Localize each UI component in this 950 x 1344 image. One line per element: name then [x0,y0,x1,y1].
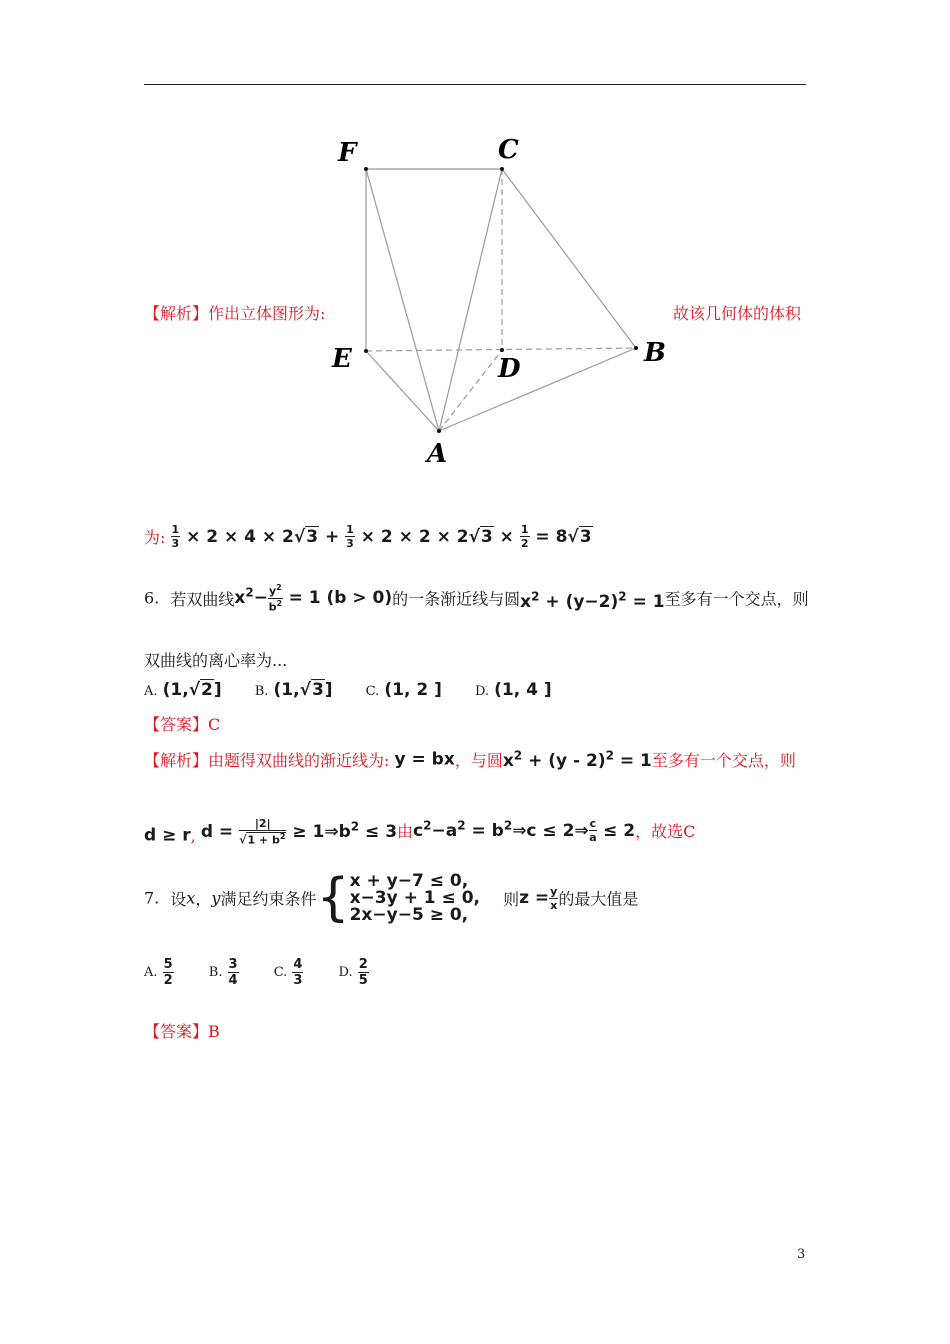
q7-answer: 【答案】B [144,1022,220,1041]
label-A: A [427,439,448,469]
option-a: A. $\frac{5}{2}$ [144,957,173,988]
header-rule [144,84,806,85]
point-C [500,167,504,171]
analysis-text: 作出立体图形为: [208,304,326,323]
distance-formula: d = $\frac{|2|}{√1 + b^2}$ ≥ $1\Rightarrow b^2 \le 3$ [200,817,398,847]
solid-geometry-figure [320,130,680,470]
q6-analysis-line2: d ≥ r, d = $\frac{|2|}{√1 + b^2}$ ≥ $1\Rightarrow b^2 \le 3$由$c^2-a^2$ = $b^2\Rightarrow c$ ≤ 2⇒ $\frac{c}{a}$ ≤ 2，故选C [144,817,696,847]
circle-equation: $x^2 + (y-2)^2 = 1$ [520,589,665,613]
hyperbola-equation: $x^2-$ $\frac{y^2}{b^2}$ = 1 (b > 0) [234,583,393,614]
asymptote: y = bx [394,749,455,770]
q5-right-text: 故该几何体的体积 [673,304,802,323]
point-A [437,429,441,433]
option-b: B. $\frac{3}{4}$ [208,957,238,988]
label-C: C [498,135,519,165]
option-a: A. (1,√2] [144,680,222,700]
point-B [634,346,638,350]
volume-expression: $\frac{1}{3}$ × 2 × 4 × 2√3 + $\frac{1}{3}$ × 2 × 2 × 2√3 × $\frac{1}{2}$ = 8√3 [171,523,592,550]
option-d: D. $\frac{2}{5}$ [338,957,368,988]
option-c: C. (1, 2 ] [365,680,442,700]
label-D: D [498,354,521,384]
option-d: D. (1, 4 ] [474,680,552,700]
circle-equation-2: $x^2 + (y - 2)^2 = 1$ [502,748,652,771]
option-b: B. (1,√3] [254,680,333,700]
constraint-system: x + y−7 ≤ 0, x−3y + 1 ≤ 0, 2x−y−5 ≥ 0, [349,870,480,925]
q5-volume-line [144,524,593,556]
label-B: B [644,338,666,368]
q6-options [144,679,552,700]
edge-AB [439,348,636,431]
point-E [364,349,368,353]
analysis-head: 【解析】 [144,304,209,323]
q7-options [144,958,369,992]
page-number: 3 [797,1247,806,1262]
eccentricity-derivation: $c^2-a^2$ = $b^2\Rightarrow c$ ≤ 2⇒ $\frac{c}{a}$ ≤ 2 [413,817,636,845]
q7-stem: 7. 设x，y满足约束条件{ x + y−7 ≤ 0, x−3y + 1 ≤ 0, 2x−y−5 ≥ 0, 则z = $\frac{y}{x}$ 的最大值是 [144,868,639,928]
q6-stem: 6. 若双曲线$x^2-$ $\frac{y^2}{b^2}$ = 1 (b > 0)的一条渐近线与圆$x^2 + (y-2)^2 = 1$至多有一个交点，则 [144,583,809,614]
constraint-brace: { [316,868,350,928]
label-E: E [332,344,352,374]
q6-answer: 【答案】C [144,715,221,734]
fraction: $\frac{1}{3}$ [171,523,180,550]
volume-prefix: 为: [144,528,166,547]
label-F: F [338,138,357,168]
q6-stem-line2: 双曲线的离心率为... [144,651,288,670]
edge-CA [439,169,502,431]
q6-number: 6. [144,588,160,608]
edge-CB [502,169,636,348]
point-D [500,348,504,352]
q6-analysis: 【解析】由题得双曲线的渐近线为: y = bx，与圆$x^2 + (y - 2)^2 = 1$至多有一个交点，则 [144,748,796,771]
point-F [364,167,368,171]
objective: z = $\frac{y}{x}$ [519,884,558,912]
option-c: C. $\frac{4}{3}$ [273,957,303,988]
q5-analysis [144,301,325,324]
